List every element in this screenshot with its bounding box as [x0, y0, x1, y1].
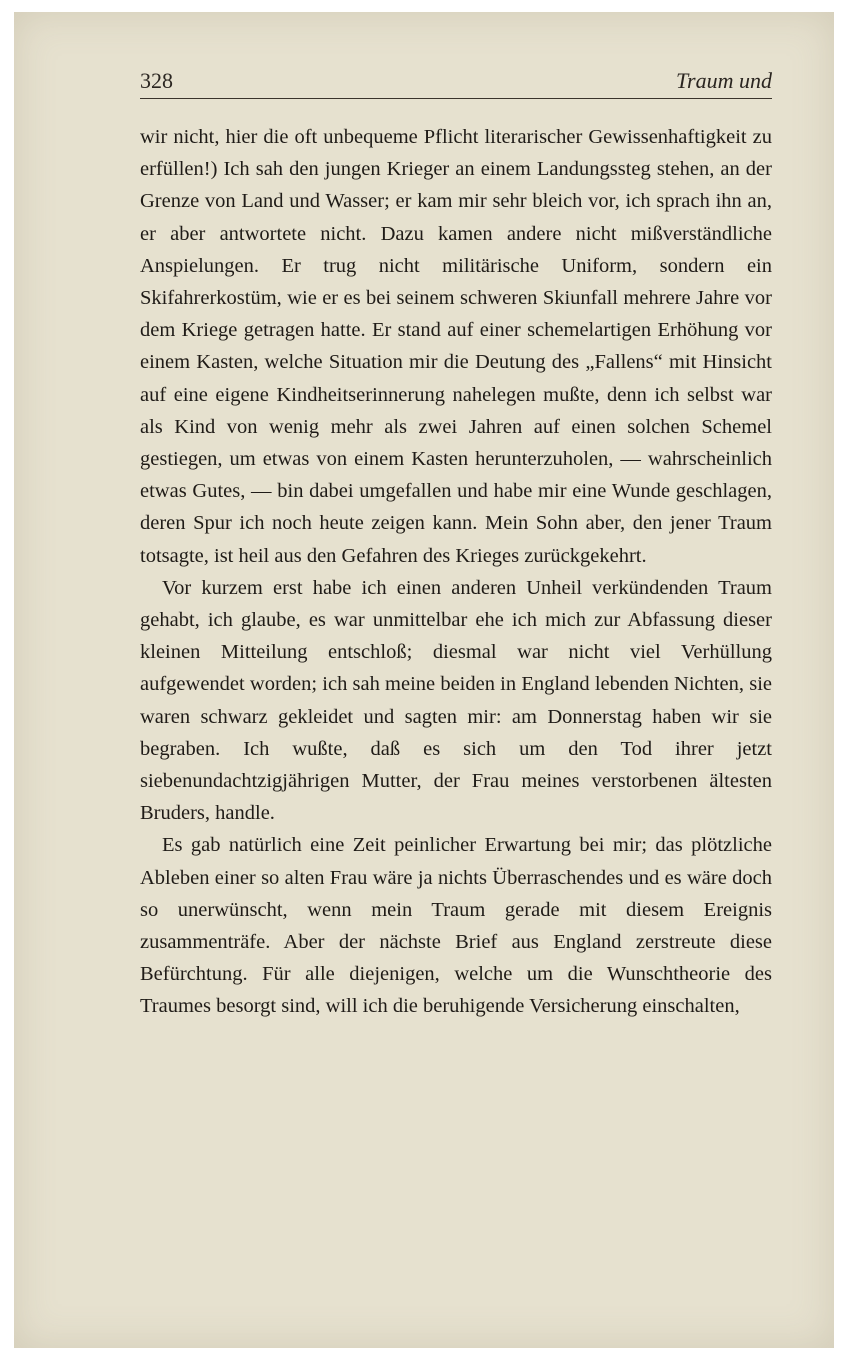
- page-number: 328: [140, 68, 173, 93]
- running-header: [126, 66, 772, 96]
- paragraph: Vor kurzem erst habe ich einen anderen Unheil verkündenden Traum gehabt, ich glaube, es war unmittelbar ehe ich mich zur Abfassung dieser kleinen Mitteilung entschloß; diesmal war nicht viel Verhüllung aufgewendet worden; ich sah meine beiden in England lebenden Nichten, sie waren schwarz gekleidet und sagten mir: am Donnerstag haben wir sie begraben. Ich wußte, daß es sich um den Tod ihrer jetzt siebenundachtzigjährigen Mutter, der Frau meines verstorbenen ältesten Bruders, handle.: [140, 576, 772, 825]
- running-title: Traum und: [676, 68, 772, 93]
- header-rule: [140, 98, 772, 99]
- paragraph: Es gab natürlich eine Zeit peinlicher Erwartung bei mir; das plötzliche Ableben einer so alten Frau wäre ja nichts Überraschendes und es wäre doch so unerwünscht, wenn mein Traum gerade mit diesem Ereignis zusammenträfe. Aber der nächste Brief aus England zerstreute diese Befürchtung. Für alle diejenigen, welche um die Wunschtheorie des Traumes besorgt sind, will ich die beruhigende Versicherung einschalten,: [140, 834, 772, 1018]
- body-text: [140, 121, 772, 1023]
- paragraph: wir nicht, hier die oft unbequeme Pflicht literarischer Gewissenhaftigkeit zu erfüllen!) Ich sah den jungen Krieger an einem Landungssteg stehen, an der Grenze von Land und Wasser; er kam mir sehr bleich vor, ich sprach ihn an, er aber antwortete nicht. Dazu kamen andere nicht mißverständliche Anspielungen. Er trug nicht militärische Uniform, sondern ein Skifahrerkostüm, wie er es bei seinem schweren Skiunfall mehrere Jahre vor dem Kriege getragen hatte. Er stand auf einer schemelartigen Erhöhung vor einem Kasten, welche Situation mir die Deutung des „Fallens“ mit Hinsicht auf eine eigene Kindheitserinnerung nahelegen mußte, denn ich selbst war als Kind von wenig mehr als zwei Jahren auf einen solchen Schemel gestiegen, um etwas von einem Kasten herunterzuholen, — wahrscheinlich etwas Gutes, — bin dabei umgefallen und habe mir eine Wunde geschlagen, deren Spur ich noch heute zeigen kann. Mein Sohn aber, den jener Traum totsagte, ist heil aus den Gefahren des Krieges zurückgekehrt.: [140, 126, 772, 567]
